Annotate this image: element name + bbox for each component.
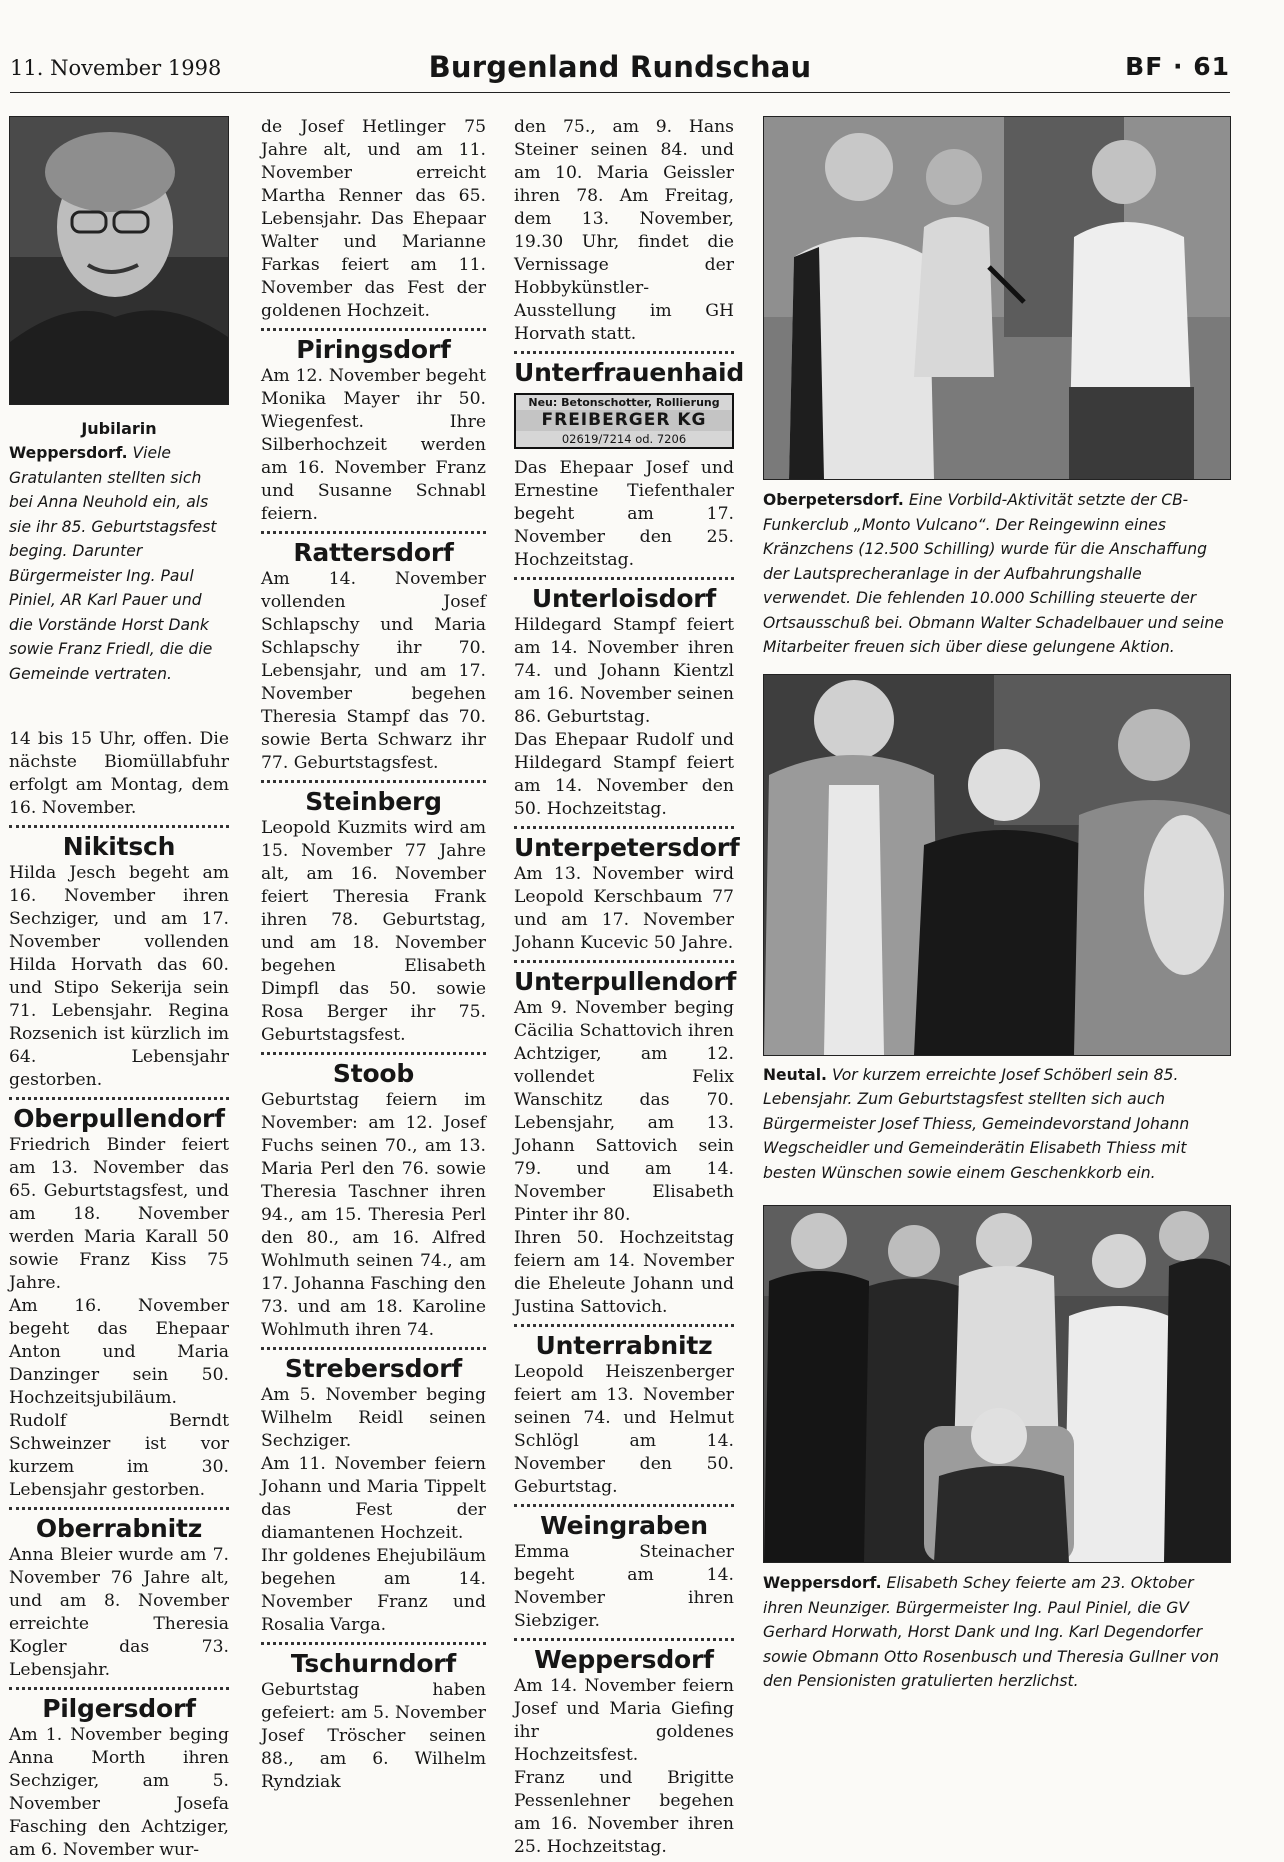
page-header — [10, 46, 1230, 93]
heading-weingraben: Weingraben — [540, 1511, 708, 1540]
article-strebersdorf-2: Am 11. November feiern Johann und Maria Tippelt das Fest der diamantenen Hochzeit. — [261, 1454, 486, 1543]
photo-caption — [9, 441, 229, 686]
caption-text: Vor kurzem erreichte Josef Schöberl sein 85. Lebensjahr. Zum Geburtstagsfest stellten sich auch Bürgermeister Josef Thiess, Gemeindevorstand Johann Wegscheidler und Gemeinderätin Elisabeth Thiess mit besten Wünschen sowie einem Geschenkkorb ein. — [763, 1065, 1190, 1182]
portrait-elderly-woman-icon — [9, 116, 229, 405]
group-photo-three-men-icon — [763, 116, 1231, 480]
caption-place: Neutal. — [763, 1065, 827, 1084]
divider — [261, 531, 486, 534]
divider — [261, 1052, 486, 1055]
article-steinberg: Leopold Kuzmits wird am 15. November 77 Jahre alt, am 16. November feiert Theresia Frank ihren 78. Geburtstag, und am 18. November begehen Elisabeth Dimpfl das 50. sowie Rosa Berger ihr 75. Geburtstagsfest. — [261, 818, 486, 1045]
heading-steinberg: Steinberg — [305, 787, 442, 816]
newspaper-title: Burgenland Rundschau — [428, 50, 812, 84]
continued-text: 14 bis 15 Uhr, offen. Die nächste Biomüllabfuhr erfolgt am Montag, dem 16. November. — [9, 729, 229, 818]
caption-text: Elisabeth Schey feierte am 23. Oktober ihren Neunziger. Bürgermeister Ing. Paul Piniel, die GV Gerhard Horwath, Horst Dank und Ing. Karl Degendorfer sowie Obmann Otto Rosenbusch und Theresia Gullner von den Pensionisten gratulierten herzlichst. — [763, 1574, 1219, 1690]
continued-text: den 75., am 9. Hans Steiner seinen 84. und am 10. Maria Geissler ihren 78. Am Freitag, dem 13. November, 19.30 Uhr, findet die Vernissage der Hobbykünstler-Ausstellung im GH Horvath statt. — [514, 117, 734, 344]
article-strebersdorf-3: Ihr goldenes Ehejubiläum begehen am 14. November Franz und Rosalia Varga. — [261, 1546, 486, 1635]
heading-stoob: Stoob — [332, 1059, 415, 1088]
article-oberpullendorf-1: Friedrich Binder feiert am 13. November das 65. Geburtstagsfest, und am 18. November werden Maria Karall 50 sowie Franz Kiss 75 Jahre. — [9, 1135, 229, 1293]
article-nikitsch: Hilda Jesch begeht am 16. November ihren Sechziger, und am 17. November vollenden Hilda Horvath das 60. und Stipo Sekerija sein 71. Lebensjahr. Regina Rozsenich ist kürzlich im 64. Lebensjahr gestorben. — [9, 863, 229, 1090]
heading-piringsdorf: Piringsdorf — [296, 335, 451, 364]
article-unterrabnitz: Leopold Heiszenberger feiert am 13. November seinen 74. und Helmut Schlögl am 14. November den 50. Geburtstag. — [514, 1362, 734, 1497]
divider — [261, 1642, 486, 1645]
caption-place: Weppersdorf. — [763, 1574, 882, 1592]
issue-date: 11. November 1998 — [10, 56, 222, 80]
article-unterpetersdorf: Am 13. November wird Leopold Kerschbaum 77 und am 17. November Johann Kucevic 50 Jahre. — [514, 864, 734, 953]
heading-unterpetersdorf: Unterpetersdorf — [514, 833, 740, 862]
column-1 — [9, 116, 229, 1862]
group-photo-birthday-icon — [763, 674, 1231, 1056]
article-stoob: Geburtstag feiern im November: am 12. Josef Fuchs seinen 70., am 13. Maria Perl den 76. sowie Theresia Taschner ihren 94., am 15. Theresia Perl den 80., am 16. Alfred Wohlmuth seinen 74., am 17. Johanna Fasching den 73. und am 18. Karoline Wohlmuth ihren 74. — [261, 1090, 486, 1340]
divider — [514, 577, 734, 580]
article-tschurndorf: Geburtstag haben gefeiert: am 5. November Josef Tröscher seinen 88., am 6. Wilhelm Ryndziak — [261, 1680, 486, 1792]
heading-pilgersdorf: Pilgersdorf — [42, 1694, 196, 1723]
article-weppersdorf-1: Am 14. November feiern Josef und Maria Giefing ihr goldenes Hochzeitsfest. — [514, 1676, 734, 1765]
divider — [514, 351, 734, 354]
article-piringsdorf: Am 12. November begeht Monika Mayer ihr 50. Wiegenfest. Ihre Silberhochzeit werden am 16. November Franz und Susanne Schnabl feiern. — [261, 366, 486, 524]
article-weingraben: Emma Steinacher begeht am 14. November ihren Siebziger. — [514, 1542, 734, 1631]
ad-phone: 02619/7214 od. 7206 — [561, 432, 687, 446]
heading-unterpullendorf: Unterpullendorf — [514, 967, 737, 996]
article-unterloisdorf-2: Das Ehepaar Rudolf und Hildegard Stampf feiert am 14. November den 50. Hochzeitstag. — [514, 730, 734, 819]
caption-title: Jubilarin — [81, 419, 157, 438]
article-unterloisdorf-1: Hildegard Stampf feiert am 14. November ihren 74. und Johann Kientzl am 16. November seinen 86. Geburtstag. — [514, 615, 734, 727]
divider — [9, 825, 229, 828]
divider — [261, 1347, 486, 1350]
divider — [514, 826, 734, 829]
continued-text: de Josef Hetlinger 75 Jahre alt, und am 11. November erreicht Martha Renner das 65. Lebensjahr. Das Ehepaar Walter und Marianne Farkas feiert am 11. November das Fest der goldenen Hochzeit. — [261, 117, 486, 321]
divider — [514, 1324, 734, 1327]
article-strebersdorf-1: Am 5. November beging Wilhelm Reidl seinen Sechziger. — [261, 1385, 486, 1451]
caption-text: Eine Vorbild-Aktivität setzte der CB-Funkerclub „Monto Vulcano“. Der Reingewinn eines Kränzchens (12.500 Schilling) wurde für die Anschaffung der Lautsprecheranlage in der Aufbahrungshalle verwendet. Die fehlenden 10.000 Schilling steuerte der Ortsausschuß bei. Obmann Walter Schadelbauer und seine Mitarbeiter freuen sich über diese gelungene Aktion. — [763, 491, 1224, 656]
heading-oberrabnitz: Oberrabnitz — [35, 1514, 203, 1543]
advertisement-box — [514, 393, 734, 449]
heading-oberpullendorf: Oberpullendorf — [13, 1104, 225, 1133]
divider — [514, 1504, 734, 1507]
caption-text: Viele Gratulanten stellten sich bei Anna Neuhold ein, als sie ihr 85. Geburtstagsfest beging. Darunter Bürgermeister Ing. Paul Piniel, AR Karl Pauer und die Vorstände Horst Dank sowie Franz Friedl, die die Gemeinde vertraten. — [9, 444, 217, 683]
heading-strebersdorf: Strebersdorf — [284, 1354, 463, 1383]
article-unterfrauenhaid: Das Ehepaar Josef und Ernestine Tiefenthaler begeht am 17. November den 25. Hochzeitstag. — [514, 458, 734, 570]
divider — [261, 328, 486, 331]
article-unterpullendorf-1: Am 9. November beging Cäcilia Schattovich ihren Achtziger, am 12. vollendet Felix Wanschitz das 70. Lebensjahr, am 13. Johann Sattovich sein 79. und am 14. November Elisabeth Pinter ihr 80. — [514, 998, 734, 1225]
photo-caption-neutal — [763, 1063, 1231, 1186]
article-oberpullendorf-2: Am 16. November begeht das Ehepaar Anton und Maria Danzinger sein 50. Hochzeitsjubiläum. — [9, 1296, 229, 1408]
article-unterpullendorf-2: Ihren 50. Hochzeitstag feiern am 14. November die Eheleute Johann und Justina Sattovich. — [514, 1228, 734, 1317]
caption-place: Oberpetersdorf. — [763, 491, 904, 509]
article-weppersdorf-2: Franz und Brigitte Pessenlehner begehen am 16. November ihren 25. Hochzeitstag. — [514, 1768, 734, 1857]
divider — [514, 960, 734, 963]
divider — [261, 780, 486, 783]
column-3 — [514, 116, 745, 1859]
article-rattersdorf: Am 14. November vollenden Josef Schlapschy und Maria Schlapschy ihr 70. Lebensjahr, und am 17. November begehen Theresia Stampf das 70. sowie Berta Schwarz ihr 77. Geburtstagsfest. — [261, 569, 486, 773]
heading-unterloisdorf: Unterloisdorf — [531, 584, 717, 613]
column-4-photos — [763, 116, 1231, 1694]
divider — [9, 1097, 229, 1100]
heading-nikitsch: Nikitsch — [62, 832, 176, 861]
article-pilgersdorf: Am 1. November beging Anna Morth ihren Sechziger, am 5. November Josefa Fasching den Achtziger, am 6. November wur- — [9, 1725, 229, 1860]
heading-rattersdorf: Rattersdorf — [293, 538, 454, 567]
ad-company-name: FREIBERGER KG — [516, 410, 732, 431]
photo-caption-weppersdorf — [763, 1571, 1231, 1694]
group-photo-ninetieth-icon — [763, 1205, 1231, 1563]
divider — [9, 1507, 229, 1510]
divider — [9, 1687, 229, 1690]
column-2 — [261, 116, 486, 1794]
caption-place: Weppersdorf. — [9, 444, 128, 462]
ad-tagline: Neu: Betonschotter, Rollierung — [528, 396, 720, 409]
article-oberrabnitz: Anna Bleier wurde am 7. November 76 Jahre alt, und am 8. November erreichte Theresia Kogler das 73. Lebensjahr. — [9, 1545, 229, 1680]
page-number: BF · 61 — [1125, 52, 1230, 81]
heading-unterfrauenhaid: Unterfrauenhaid — [514, 358, 745, 387]
article-oberpullendorf-3: Rudolf Berndt Schweinzer ist vor kurzem im 30. Lebensjahr gestorben. — [9, 1411, 229, 1500]
divider — [514, 1638, 734, 1641]
heading-weppersdorf: Weppersdorf — [534, 1645, 714, 1674]
heading-tschurndorf: Tschurndorf — [290, 1649, 457, 1678]
photo-caption-oberpetersdorf — [763, 488, 1231, 660]
heading-unterrabnitz: Unterrabnitz — [535, 1331, 713, 1360]
